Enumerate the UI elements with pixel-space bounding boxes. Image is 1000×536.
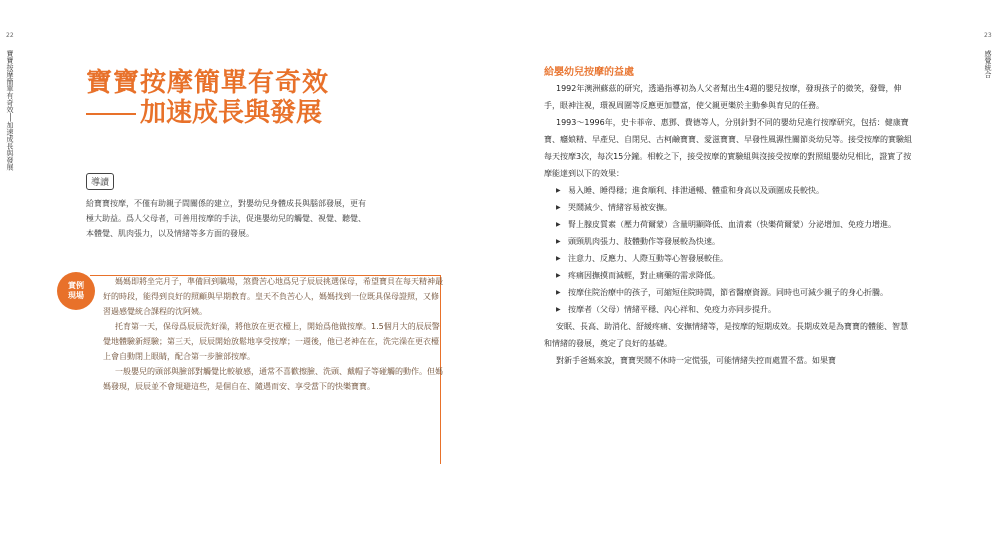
benefit-list bbox=[544, 182, 912, 318]
list-item: ▶ 注意力、反應力、人際互動等心智發展較佳。 bbox=[544, 250, 912, 267]
case-badge-line1: 實例 bbox=[68, 281, 84, 290]
right-side-tab: 感覺統合 bbox=[984, 50, 992, 78]
case-paragraph: 一般嬰兒的頭部與臉部對觸覺比較敏感，通常不喜歡擦臉、洗頭、戴帽子等碰觸的動作。但媽媽發現，辰辰並不會規避這些，是個自在、隨遇而安、享受當下的快樂寶寶。 bbox=[103, 367, 443, 391]
body-paragraph: 安眠、長高、助消化、舒緩疼痛、安撫情緒等，是按摩的短期成效。長期成效是為寶寶的體能、智慧和情緒的發展，奠定了良好的基礎。 bbox=[544, 322, 908, 348]
intro-paragraph: 給寶寶按摩，不僅有助親子間關係的建立，對嬰幼兒身體成長與腦部發展，更有極大助益。爲人父母者，可善用按摩的手法，促進嬰幼兒的觸覺、視覺、聽覺、本體覺、肌肉張力，以及情緒等多方面的發展。 bbox=[86, 199, 366, 238]
intro-label: 導讀 bbox=[86, 173, 114, 190]
case-badge bbox=[57, 272, 95, 310]
list-item: ▶ 易入睡、睡得穩；進食順利、排泄通暢、體重和身高以及頭圍成長較快。 bbox=[544, 182, 912, 199]
body-paragraph: 1992年澳洲蘇茲的研究，透過指導初為人父者幫出生4週的嬰兒按摩，發現孩子的微笑，發聲，伸手，眼神注視，環視周圍等反應更加豐富，使父親更樂於主動參與育兒的任務。 bbox=[544, 84, 902, 110]
list-item: ▶ 腎上腺皮質素（壓力荷爾蒙）含量明顯降低、血清素（快樂荷爾蒙）分泌增加、免疫力增進。 bbox=[544, 216, 912, 233]
body-paragraph: 1993～1996年，史卡菲帝、惠鄧、費德等人，分別針對不同的嬰幼兒進行按摩研究，包括：健康寶寶、癮娘精、早產兒、自閉兒、古柯鹼寶寶、愛滋寶寶、早發性風濕性關節炎幼兒等。接受按摩的實驗組每天按摩3次，每次15分鐘。相較之下，接受按摩的實驗組與沒接受按摩的對照組嬰幼兒相比，證實了按摩能達到以下的效果： bbox=[544, 118, 912, 178]
list-item: ▶ 按摩住院治療中的孩子，可縮短住院時間，節省醫療資源。同時也可減少親子的身心折騰。 bbox=[544, 284, 912, 301]
list-item: ▶ 按摩者（父母）情緒平穩、內心祥和、免疫力亦同步提升。 bbox=[544, 301, 912, 318]
left-side-tab: 寶寶按摩簡單有奇效──加速成長與發展 bbox=[6, 50, 14, 171]
page-number-left: 22 bbox=[6, 32, 14, 39]
subtitle-text: 加速成長與發展 bbox=[140, 98, 323, 128]
list-item: ▶ 頭頸肌肉張力、肢體動作等發展較為快速。 bbox=[544, 233, 912, 250]
right-body bbox=[544, 80, 912, 369]
case-text bbox=[103, 274, 443, 394]
page-number-right: 23 bbox=[984, 32, 992, 39]
page-subtitle bbox=[86, 92, 322, 129]
list-item: ▶ 疼痛因撫摸而減輕，對止痛藥的需求降低。 bbox=[544, 267, 912, 284]
case-badge-line2: 現場 bbox=[68, 291, 84, 300]
body-paragraph: 對新手爸媽來說，寶寶哭鬧不休時一定慌張，可能情緒失控而處置不當。如果寶 bbox=[556, 356, 836, 365]
page-title: 寶寶按摩簡單有奇效 bbox=[86, 68, 330, 98]
list-item: ▶ 哭鬧減少、情緒容易被安撫。 bbox=[544, 199, 912, 216]
title-dash bbox=[86, 113, 136, 115]
case-paragraph: 托育第一天，保母爲辰辰洗好澡，將他放在更衣檯上，開始爲他做按摩。1.5個月大的辰辰警覺地體驗新經驗；第三天，辰辰開始放鬆地享受按摩；一週後，他已老神在在，洗完澡在更衣檯上會自動閉上眼睛，配合第一步臉部按摩。 bbox=[103, 322, 440, 361]
section-heading: 給嬰幼兒按摩的益處 bbox=[544, 67, 634, 78]
intro-text bbox=[86, 196, 366, 241]
case-paragraph: 媽媽即將坐完月子，準備回到職場，煞費苦心地爲兒子辰辰挑選保母，希望寶貝在每天精神最好的時段，能得到良好的照顧與早期教育。皇天不負苦心人，媽媽找到一位既具保母證照，又修習過感覺統合課程的沈阿姨。 bbox=[103, 277, 443, 316]
